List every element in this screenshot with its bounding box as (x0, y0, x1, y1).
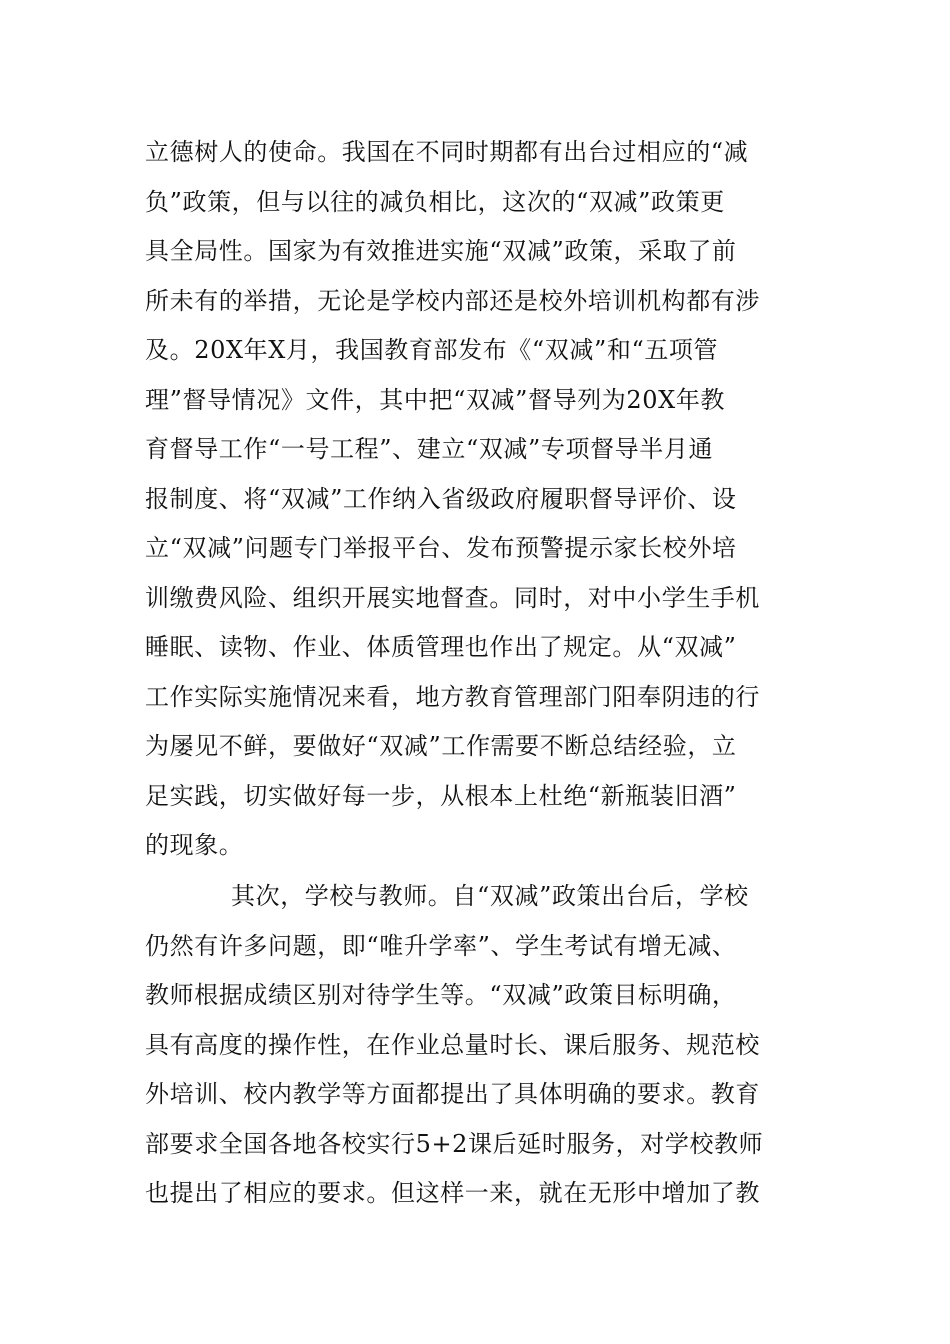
text-line: 具有高度的操作性，在作业总量时长、课后服务、规范校 (145, 1030, 760, 1059)
text-line: 所未有的举措，无论是学校内部还是校外培训机构都有涉 (145, 286, 760, 315)
text-line: 工作实际实施情况来看，地方教育管理部门阳奉阴违的行 (145, 682, 760, 711)
text-line: 教师根据成绩区别对待学生等。“双减”政策目标明确， (145, 981, 737, 1009)
text-line: 立德树人的使命。我国在不同时期都有出台过相应的“减 (145, 138, 749, 166)
text-line: 训缴费风险、组织开展实地督查。同时，对中小学生手机 (145, 583, 760, 612)
text-line: 为屡见不鲜，要做好“双减”工作需要不断总结经验，立 (145, 732, 737, 760)
text-line: 报制度、将“双减”工作纳入省级政府履职督导评价、设 (145, 484, 737, 513)
text-line: 部要求全国各地各校实行5+2课后延时服务，对学校教师 (145, 1129, 764, 1158)
text-line: 外培训、校内教学等方面都提出了具体明确的要求。教育 (145, 1080, 760, 1108)
paragraph-1 (145, 128, 810, 871)
text-line: 理”督导情况》文件，其中把“双减”督导列为20X年教 (145, 385, 726, 414)
text-line: 具全局性。国家为有效推进实施“双减”政策，采取了前 (145, 237, 737, 265)
text-line: 立“双减”问题专门举报平台、发布预警提示家长校外培 (145, 534, 737, 562)
text-line: 其次，学校与教师。自“双减”政策出台后，学校 (231, 882, 749, 910)
text-line: 及。20X年X月，我国教育部发布《“双减”和“五项管 (145, 336, 719, 364)
text-line: 仍然有许多问题，即“唯升学率”、学生考试有增无减、 (145, 931, 737, 960)
text-line: 睡眠、读物、作业、体质管理也作出了规定。从“双减” (145, 633, 737, 661)
text-line: 足实践，切实做好每一步，从根本上杜绝“新瓶装旧酒” (145, 781, 737, 810)
paragraph-2 (145, 872, 810, 1219)
text-line: 的现象。 (145, 831, 244, 859)
text-line: 育督导工作“一号工程”、建立“双减”专项督导半月通 (145, 435, 714, 463)
text-line: 也提出了相应的要求。但这样一来，就在无形中增加了教 (145, 1179, 760, 1207)
text-line: 负”政策，但与以往的减负相比，这次的“双减”政策更 (145, 187, 725, 216)
